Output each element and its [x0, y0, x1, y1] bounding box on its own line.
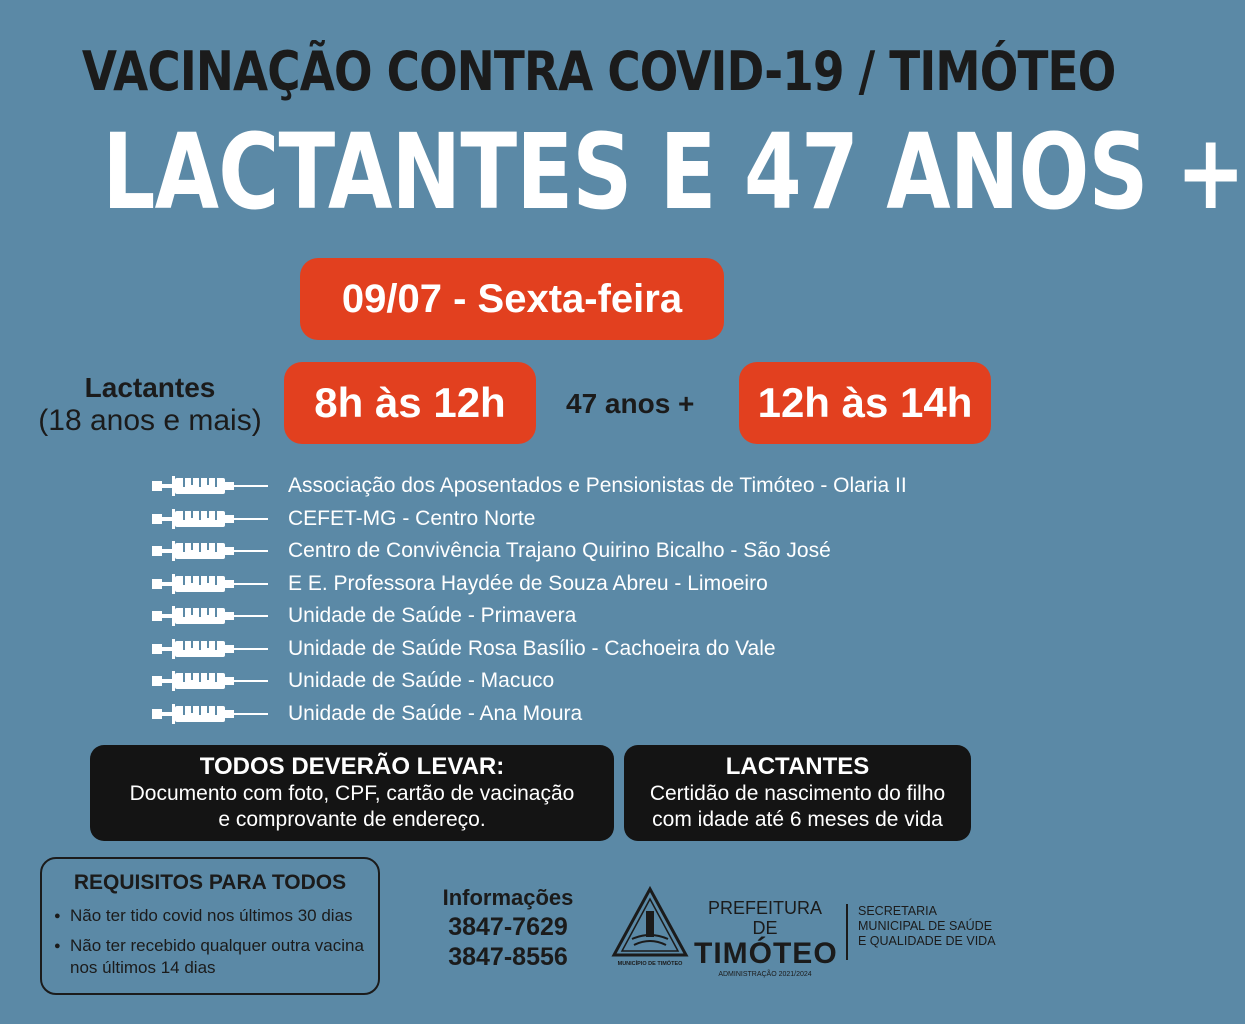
list-item	[150, 470, 907, 503]
location-name: E E. Professora Haydée de Souza Abreu - Limoeiro	[288, 571, 768, 595]
syringe-icon	[150, 473, 270, 499]
list-item	[150, 568, 907, 601]
lactantes-bring-title: LACTANTES	[725, 753, 870, 780]
lactantes-bring-line2: com idade até 6 meses de vida	[652, 808, 943, 831]
info-phone-1: 3847-7629	[448, 913, 568, 941]
prefeitura-line1: PREFEITURA DE	[707, 898, 822, 938]
list-item	[150, 600, 907, 633]
lactantes-label-title: Lactantes	[84, 372, 216, 403]
list-item	[150, 503, 907, 536]
lactantes-time-badge: 8h às 12h	[284, 362, 536, 444]
lactantes-bring-box	[624, 745, 971, 841]
syringe-icon	[150, 506, 270, 532]
prefeitura-logo	[694, 898, 836, 980]
prefeitura-line2: TIMÓTEO	[694, 937, 838, 970]
list-item	[150, 698, 907, 731]
lactantes-label-sub: (18 anos e mais)	[38, 404, 262, 437]
municipal-emblem-icon	[610, 885, 690, 969]
location-name: Unidade de Saúde - Macuco	[288, 669, 555, 693]
secretaria-line: MUNICIPAL DE SAÚDE	[858, 919, 993, 933]
requirements-title: REQUISITOS PARA TODOS	[73, 871, 347, 894]
all-bring-box	[90, 745, 614, 841]
lactantes-label	[30, 372, 270, 438]
secretaria-line: E QUALIDADE DE VIDA	[858, 934, 996, 948]
info-block	[420, 884, 596, 972]
list-item	[150, 535, 907, 568]
age-label: 47 anos +	[566, 388, 695, 419]
syringe-icon	[150, 701, 270, 727]
lactantes-bring-line1: Certidão de nascimento do filho	[649, 782, 946, 805]
footer-divider	[846, 904, 848, 960]
location-name: CEFET-MG - Centro Norte	[288, 506, 536, 530]
requirements-box	[40, 857, 380, 995]
syringe-icon	[150, 571, 270, 597]
syringe-icon	[150, 636, 270, 662]
secretaria-line: SECRETARIA	[858, 904, 937, 918]
age-time-badge: 12h às 14h	[739, 362, 991, 444]
location-name: Unidade de Saúde - Ana Moura	[288, 701, 583, 725]
headline-subtitle: LACTANTES E 47 ANOS +	[102, 111, 1245, 233]
all-bring-line1: Documento com foto, CPF, cartão de vacinação	[129, 782, 575, 805]
list-item	[150, 633, 907, 666]
requirement-item: ● Não ter tido covid nos últimos 30 dias	[54, 905, 378, 927]
syringe-icon	[150, 603, 270, 629]
date-badge: 09/07 - Sexta-feira	[300, 258, 724, 340]
syringe-icon	[150, 538, 270, 564]
location-name: Unidade de Saúde Rosa Basílio - Cachoeira do Vale	[288, 636, 776, 660]
emblem-text: MUNICÍPIO DE TIMÓTEO	[617, 961, 683, 967]
location-list	[150, 470, 907, 730]
info-label: Informações	[442, 885, 574, 910]
requirements-list	[42, 905, 378, 979]
syringe-icon	[150, 668, 270, 694]
list-item	[150, 665, 907, 698]
location-name: Unidade de Saúde - Primavera	[288, 604, 577, 628]
requirement-item: ● Não ter recebido qualquer outra vacina nos últimos 14 dias	[54, 935, 378, 979]
secretaria-label	[858, 904, 998, 949]
all-bring-line2: e comprovante de endereço.	[218, 808, 486, 831]
location-name: Centro de Convivência Trajano Quirino Bicalho - São José	[288, 539, 831, 563]
prefeitura-line3: ADMINISTRAÇÃO 2021/2024	[718, 971, 812, 978]
all-bring-title: TODOS DEVERÃO LEVAR:	[199, 753, 505, 780]
location-name: Associação dos Aposentados e Pensionistas de Timóteo - Olaria II	[288, 474, 907, 498]
info-phone-2: 3847-8556	[448, 943, 568, 971]
headline-title: VACINAÇÃO CONTRA COVID-19 / TIMÓTEO	[81, 40, 1116, 103]
